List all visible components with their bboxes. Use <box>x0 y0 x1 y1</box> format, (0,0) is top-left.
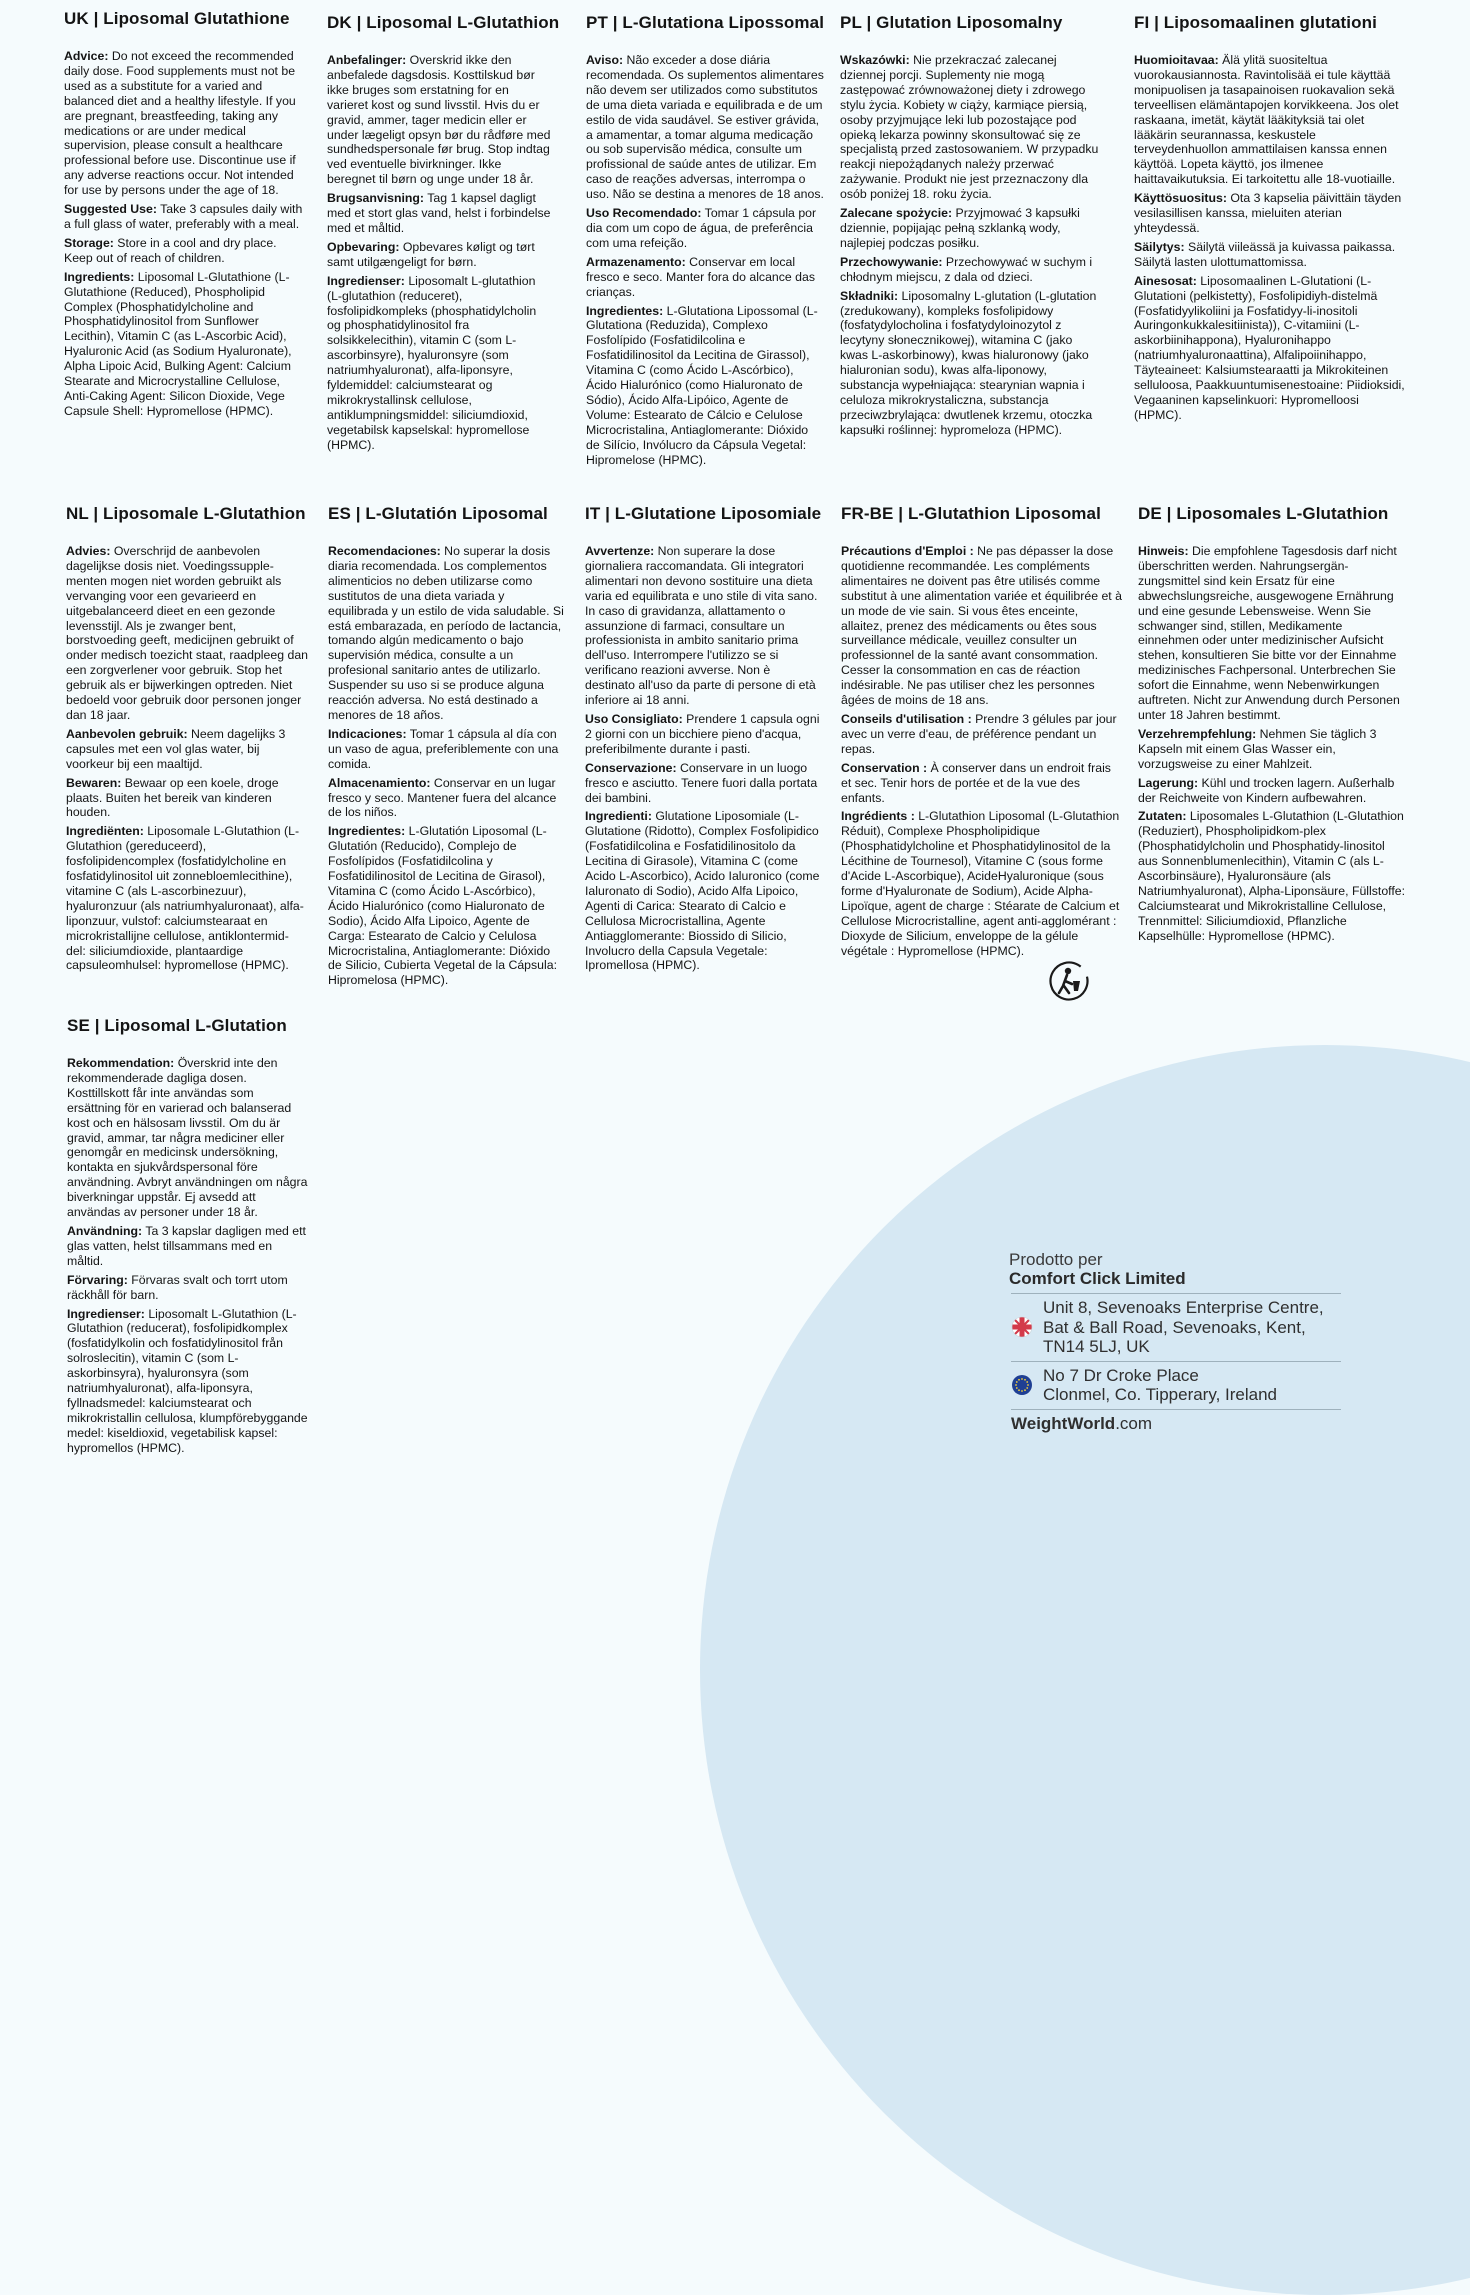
paragraph-text: L-Glutathion Liposomal (L-Glutathion Réduit), Complexe Phospholipidique (Phosphatidylcholine et Phosphatidylinositol de la Lécithine de Tournesol), Vitamine C (sous forme d'Acide L-Ascorbique), AcideHyaluronique (sous forme d'Hyaluronate de Sodium), Acide Alpha-Lipoïque, agent de charge : Stéarate de Calcium et Cellulose Microcristalline, agent anti-agglomérant : Dioxyde de Silicium, enveloppe de la gélule végétale : Hypromellose (HPMC). <box>841 809 1120 958</box>
website-brand: WeightWorld <box>1011 1413 1116 1433</box>
paragraph-label: Almacenamiento: <box>328 775 431 790</box>
paragraph <box>585 544 823 708</box>
paragraph-label: Användning: <box>67 1223 143 1238</box>
paragraph-label: Wskazówki: <box>840 53 910 67</box>
paragraph <box>67 1224 309 1269</box>
paragraph-label: Ingrédients : <box>841 809 915 824</box>
section-es <box>328 504 566 992</box>
paragraph-label: Huomioitavaa: <box>1134 53 1219 67</box>
paragraph <box>328 727 566 772</box>
paragraph-label: Recomendaciones: <box>328 544 441 558</box>
paragraph-text: Liposomaalinen L-Glutationi (L-Glutationi (pelkistetty), Fosfolipidiyh-distelmä (Fosfatidyylikoliini ja Fosfatidyy-li-inositoli Auringonkukkalesitiinista)), C-vitamiini (L-askorbiinihappona), Hyaluronihappo (natriumhyaluronaattina), Alfalipoiinihappo, Täyteaineet: Kalsiumstearaatti ja Mikrokiteinen selluloosa, Paakkuuntumisenestoaine: Piidioksidi, Vegaaninen kapselinkuori: Hypromelloosi (HPMC). <box>1134 273 1405 422</box>
address-line: Unit 8, Sevenoaks Enterprise Centre, <box>1043 1298 1324 1317</box>
paragraph-label: Ingredienti: <box>585 809 652 824</box>
paragraph <box>327 53 553 187</box>
paragraph-text: Przyjmować 3 kapsułki dziennie, popijając pełną szklanką wody, najlepiej podczas posiłku. <box>840 206 1080 250</box>
paragraph-label: Storage: <box>64 235 114 250</box>
paragraph-text: Liposomalt L-Glutathion (L-Glutathion (reducerat), fosfolipidkomplex (fosfatidylkolin och fosfatidylinositol från solroslecitin), vitamin C (som L-askorbinsyra), hyaluronsyra (som natriumhyaluronat), alfa-liponsyra, fyllnadsmedel: kalciumstearat och mikrokristallin cellulosa, klumpförebyggande medel: kiseldioxid, vegetabilisk kapsel: hypromellos (HPMC). <box>67 1306 308 1455</box>
paragraph-text: Przechowywać w suchym i chłodnym miejscu, z dala od dzieci. <box>840 254 1093 284</box>
paragraph <box>841 712 1123 757</box>
paragraph <box>67 1307 309 1456</box>
paragraph <box>585 712 823 757</box>
paragraph <box>66 776 308 821</box>
uk-flag-icon <box>1011 1316 1033 1338</box>
section-nl <box>66 504 308 977</box>
paragraph <box>841 761 1123 806</box>
section-pt <box>586 13 824 471</box>
paragraph-label: Lagerung: <box>1138 775 1199 790</box>
paragraph-text: Liposomalt L-glutathion (L-glutathion (reduceret), fosfolipidkompleks (phosphatidylcholin og phosphatidylinositol fra solsikkelecithin), vitamin C (som L-ascorbinsyre), hyaluronsyre (som natriumhyaluronat), alfa-liponsyre, fyldemiddel: calciumstearat og mikrokrystallinsk cellulose, antiklumpningsmiddel: siliciumdioxid, vegetabilsk kapselskal: hypromellose (HPMC). <box>327 273 537 452</box>
paragraph <box>67 1056 309 1220</box>
address-line: Clonmel, Co. Tipperary, Ireland <box>1043 1385 1278 1404</box>
paragraph-label: Ingredienser: <box>327 273 405 288</box>
decorative-circle <box>700 1045 1470 2295</box>
paragraph-text: Ta 3 kapslar dagligen med ett glas vatten, helst tillsammans med en måltid. <box>67 1223 306 1268</box>
paragraph-text: L-Glutationa Lipossomal (L-Glutationa (Reduzida), Complexo Fosfolípido (Fosfatidilcolina e Fosfatidilinositol da Lecitina de Girassol), Vitamina C (como Ácido L-Ascórbico), Ácido Hialurónico (como Hialuronato de Sódio), Ácido Alfa-Lipóico, Agente de Volume: Estearato de Cálcio e Celulose Microcristalina, Antiaglomerante: Dióxido de Silício, Invólucro da Cápsula Vegetal: Hipromelose (HPMC). <box>586 303 818 467</box>
paragraph-label: Avvertenze: <box>585 544 655 558</box>
paragraph-label: Hinweis: <box>1138 544 1189 558</box>
paragraph-text: Take 3 capsules daily with a full glass of water, preferably with a meal. <box>64 202 303 231</box>
paragraph-text: Neem dagelijks 3 capsules met een vol glas water, bij voorkeur bij een maaltijd. <box>66 726 286 771</box>
paragraph <box>586 304 824 468</box>
paragraph <box>840 255 1102 285</box>
paragraph-text: Tomar 1 cápsula por dia com um copo de água, de preferência com uma refeição. <box>586 206 817 250</box>
address-line: TN14 5LJ, UK <box>1043 1337 1150 1356</box>
paragraph <box>1134 240 1406 270</box>
paragraph <box>328 544 566 723</box>
paragraph <box>1138 727 1406 772</box>
paragraph-label: Składniki: <box>840 288 899 303</box>
paragraph-label: Przechowywanie: <box>840 254 943 269</box>
paragraph-text: Prendere 1 capsula ogni 2 giorni con un bicchiere pieno d'acqua, preferibilmente durante i pasti. <box>585 711 820 756</box>
paragraph-label: Ainesosat: <box>1134 273 1197 288</box>
address-line: Bat & Ball Road, Sevenoaks, Kent, <box>1043 1317 1306 1337</box>
paragraph <box>327 240 553 270</box>
paragraph-label: Ingrediënten: <box>66 824 144 839</box>
paragraph-text: Conservar en un lugar fresco y seco. Mantener fuera del alcance de los niños. <box>328 775 557 820</box>
paragraph <box>66 727 308 772</box>
manufacturer-info <box>1009 1250 1349 1434</box>
section-pl <box>840 13 1102 442</box>
paragraph-text: Liposomal L-Glutathione (L-Glutathione (Reduced), Phospholipid Complex (Phosphatidylcholine and Phosphatidylinositol from Sunflower Lecithin), Vitamin C (as L-Ascorbic Acid), Hyaluronic Acid (as Sodium Hyaluronate), Alpha Lipoic Acid, Bulking Agent: Calcium Stearate and Microcrystalline Cellulose, Anti-Caking Agent: Silicon Dioxide, Vege Capsule Shell: Hypromellose (HPMC). <box>64 269 292 418</box>
paragraph-label: Anbefalinger: <box>327 53 407 67</box>
paragraph <box>66 544 308 723</box>
eu-flag-icon <box>1011 1374 1033 1396</box>
paragraph-text: Nie przekraczać zalecanej dziennej porcji. Suplementy nie mogą zastępować zrównoważonej diety i zdrowego stylu życia. Kobiety w ciąży, karmiące piersią, osoby przyjmujące leki lub pozostające pod opieką lekarza powinny skonsultować się ze specjalistą przed zastosowaniem. W przypadku reakcji niepożądanych należy przerwać zażywanie. Produkt nie jest przeznaczony dla osób poniżej 18. roku życia. <box>840 53 1099 202</box>
paragraph <box>585 809 823 973</box>
paragraph-label: Advice: <box>64 49 109 63</box>
paragraph <box>1138 776 1406 806</box>
paragraph <box>586 255 824 300</box>
paragraph-label: Armazenamento: <box>586 254 686 269</box>
uk-address-row <box>1011 1293 1341 1361</box>
section-heading: DE | Liposomales L-Glutathion <box>1138 504 1389 523</box>
paragraph <box>327 191 553 236</box>
paragraph-text: L-Glutatión Liposomal (L-Glutatión (Reducido), Complejo de Fosfolípidos (Fosfatidilcolina y Fosfatidilinositol de Lecitina de Girasol), Vitamina C (como Ácido L-Ascórbico), Ácido Hialurónico (como Hialuronato de Sodio), Ácido Alfa Lipoico, Agente de Carga: Estearato de Calcio y Celulosa Microcristalina, Antiaglomerante: Dióxido de Silicio, Cubierta Vegetal de la Cápsula: Hipromelosa (HPMC). <box>328 824 557 988</box>
section-heading: PT | L-Glutationa Lipossomal <box>586 13 825 32</box>
paragraph-text: Säilytä viileässä ja kuivassa paikassa. Säilytä lasten ulottumattomissa. <box>1134 239 1396 269</box>
paragraph-label: Conservazione: <box>585 760 677 775</box>
paragraph-label: Conservation : <box>841 760 928 775</box>
section-heading: DK | Liposomal L-Glutathion <box>327 13 560 32</box>
website-tld: .com <box>1115 1413 1153 1433</box>
paragraph-text: Nehmen Sie täglich 3 Kapseln mit einem Glas Wasser ein, vorzugsweise zu einer Mahlzeit. <box>1138 726 1377 771</box>
paragraph <box>1134 274 1406 423</box>
paragraph-text: Liposomale L-Glutathion (L-Glutathion (gereduceerd), fosfolipidencomplex (fosfatidylcholine en fosfatidylinositol uit zonnebloemlecithine), vitamine C (als L-ascorbinezuur), hyaluronzuur (als natriumhyaluronaat), alfa-liponzuur, vulstof: calciumstearaat en microkristallijne cellulose, antiklontermid-del: siliciumdioxide, plantaardige capsuleomhulsel: hypromellose (HPMC). <box>66 824 304 973</box>
paragraph-text: Överskrid inte den rekommenderade dagliga dosen. Kosttillskott får inte användas som ersättning för en varierad och balanserad kost och en hälsosam livsstil. Om du är gravid, ammar, tar några mediciner eller genomgår en medicinsk undersökning, kontakta en sjukvårdspersonal före användning. Avbryt användningen om några biverkningar uppstår. Ej avsedd att användas av personer under 18 år. <box>67 1056 308 1220</box>
paragraph <box>585 761 823 806</box>
section-dk <box>327 13 560 457</box>
section-de <box>1138 504 1406 948</box>
section-heading: FI | Liposomaalinen glutationi <box>1134 13 1377 32</box>
paragraph-text: Non superare la dose giornaliera raccomandata. Gli integratori alimentari non devono sostituire una dieta varia ed equilibrata e uno stile di vita sano. In caso di gravidanza, allattamento o assunzione di farmaci, consultare un professionista in ambito sanitario prima dell'uso. Interrompere l'utilizzo se si verificano reazioni avverse. Non è destinato all'uso da parte di persone di età inferiore ai 18 anni. <box>585 544 818 708</box>
paragraph-label: Verzehrempfehlung: <box>1138 726 1257 741</box>
made-by-label: Prodotto per <box>1009 1250 1103 1269</box>
paragraph-label: Aviso: <box>586 53 624 67</box>
paragraph <box>328 824 566 988</box>
paragraph <box>586 206 824 251</box>
section-fr-be <box>841 504 1123 962</box>
section-heading: NL | Liposomale L-Glutathion <box>66 504 306 523</box>
section-heading: SE | Liposomal L-Glutation <box>67 1016 287 1035</box>
section-it <box>585 504 823 977</box>
paragraph-label: Ingredientes: <box>586 303 664 318</box>
company-name: Comfort Click Limited <box>1009 1269 1186 1288</box>
paragraph-text: Liposomales L-Glutathion (L-Glutathion (Reduziert), Phospholipidkom-plex (Phosphatidylcholin und Phosphatidy-linositol aus Sonnenblumenlecithin), Vitamin C (als L-Ascorbinsäure), Hyaluronsäure (als Natriumhyaluronat), Alpha-Liponsäure, Füllstoffe: Calciumstearat und Mikrokristalline Cellulose, Trennmittel: Siliciumdioxid, Pflanzliche Kapselhülle: Hypromellose (HPMC). <box>1138 809 1406 943</box>
paragraph-text: Do not exceed the recommended daily dose. Food supplements must not be used as a substitute for a varied and balanced diet and a healthy lifestyle. If you are pregnant, breastfeeding, taking any medications or are under medical supervision, please consult a healthcare professional before use. Discontinue use if any adverse reactions occur. Not intended for use by persons under the age of 18. <box>64 49 296 198</box>
website-link[interactable] <box>1011 1409 1341 1434</box>
paragraph-text: Store in a cool and dry place. Keep out of reach of children. <box>64 235 277 265</box>
paragraph <box>67 1273 309 1303</box>
paragraph <box>1138 544 1406 723</box>
paragraph-text: Förvaras svalt och torrt utom räckhåll för barn. <box>67 1272 288 1302</box>
paragraph-label: Ingredienser: <box>67 1306 145 1321</box>
address-line: No 7 Dr Croke Place <box>1043 1365 1199 1385</box>
paragraph-label: Brugsanvisning: <box>327 191 425 206</box>
paragraph-text: Glutatione Liposomiale (L-Glutatione (Ridotto), Complex Fosfolipidico (Fosfatidilcolina e Fosfatidilinositolo da Lecitina di Girasole), Vitamina C (come Acido L-Ascorbico), Acido Ialuronico (come Ialuronato di Sodio), Acido Alfa Lipoico, Agenti di Carica: Stearato di Calcio e Cellulosa Microcristallina, Agente Antiagglomerante: Biossido di Silicio, Involucro della Capsula Vegetale: Ipromellosa (HPMC). <box>585 809 820 973</box>
paragraph-text: Overskrid ikke den anbefalede dagsdosis. Kosttilskud bør ikke bruges som erstatning for en varieret kost og sund livsstil. Hvis du er gravid, ammer, tager medicin eller er under lægeligt opsyn bør du rådføre med sundhedspersonale før brug. Stop indtag ved eventuelle bivirkninger. Ikke beregnet til børn og unge under 18 år. <box>327 53 551 187</box>
paragraph-label: Bewaren: <box>66 775 122 790</box>
paragraph <box>64 49 306 198</box>
paragraph-text: Overschrijd de aanbevolen dagelijkse dosis niet. Voedingssupple-menten mogen niet worden gebruikt als vervanging voor een gevarieerd en uitgebalanceerd dieet en een gezonde levensstijl. Als je zwanger bent, borstvoeding geeft, medicijnen gebruikt of onder medisch toezicht staat, raadpleeg dan een zorgverlener voor gebruik. Stop het gebruik als er bijwerkingen optreden. Niet bedoeld voor gebruik door personen jonger dan 18 jaar. <box>66 544 308 722</box>
uk-address <box>1043 1298 1324 1357</box>
paragraph-label: Advies: <box>66 544 111 558</box>
paragraph-text: Prendre 3 gélules par jour avec un verre d'eau, de préférence pendant un repas. <box>841 711 1117 756</box>
paragraph <box>1134 53 1406 187</box>
paragraph-label: Zutaten: <box>1138 809 1187 824</box>
paragraph-text: Conservar em local fresco e seco. Manter fora do alcance das crianças. <box>586 254 815 299</box>
paragraph-label: Uso Recomendado: <box>586 206 702 221</box>
paragraph-text: Ota 3 kapselia päivittäin täyden vesilasillisen kanssa, mieluiten aterian yhteydessä. <box>1134 191 1402 235</box>
paragraph <box>1134 191 1406 236</box>
paragraph-text: No superar la dosis diaria recomendada. Los complementos alimenticios no deben utilizarse como sustitutos de una dieta variada y equilibrada y un estilo de vida saludable. Si está embarazada, en período de lactancia, tomando algún medicamento o bajo supervisión médica, consulte a un profesional sanitario antes de utilizarlo. Suspender su uso si se produce alguna reacción adversa. No está destinado a menores de 18 años. <box>328 544 564 722</box>
paragraph-label: Käyttösuositus: <box>1134 191 1227 206</box>
paragraph <box>1138 809 1406 943</box>
paragraph-label: Précautions d'Emploi : <box>841 544 974 558</box>
paragraph-text: Älä ylitä suositeltua vuorokausiannosta. Ravintolisää ei tule käyttää monipuolisen ja tasapainoisen ruokavalion sekä terveellisen elämäntapojen korvikkeena. Jos olet raskaana, imetät, käytät lääkityksiä tai olet lääkärin seurannassa, keskustele terveydenhuollon ammattilaisen kanssa ennen käyttöä. Lopeta käyttö, jos ilmenee haittavaikutuksia. Ei tarkoitettu alle 18-vuotiaille. <box>1134 53 1399 187</box>
recycle-icon <box>1048 960 1090 1002</box>
section-heading: IT | L-Glutatione Liposomiale <box>585 504 822 523</box>
section-heading: ES | L-Glutatión Liposomal <box>328 504 548 523</box>
paragraph <box>64 202 306 232</box>
paragraph-text: Liposomalny L-glutation (L-glutation (zredukowany), kompleks fosfolipidowy (fosfatydylocholina i fosfatydyloinozytol z lecytyny słonecznikowej), witamina C (jako kwas L-askorbinowy), kwas hialuronowy (jako hialuronian sodu), kwas alfa-liponowy, substancja wypełniająca: stearynian wapnia i celuloza mikrokrystaliczna, substancja przeciwzbrylająca: dwutlenek krzemu, otoczka kapsułki roślinnej: hypromeloza (HPMC). <box>840 288 1097 437</box>
paragraph-label: Ingredients: <box>64 269 135 284</box>
section-fi <box>1134 13 1406 427</box>
paragraph <box>841 544 1123 708</box>
paragraph-label: Uso Consigliato: <box>585 711 683 726</box>
paragraph <box>64 270 306 419</box>
section-se <box>67 1016 309 1460</box>
paragraph-label: Suggested Use: <box>64 202 157 217</box>
paragraph-label: Conseils d'utilisation : <box>841 711 972 726</box>
paragraph-label: Opbevaring: <box>327 239 400 254</box>
paragraph-text: Tag 1 kapsel dagligt med et stort glas vand, helst i forbindelse med et måltid. <box>327 191 551 235</box>
eu-address <box>1043 1366 1277 1405</box>
paragraph-text: Die empfohlene Tagesdosis darf nicht überschritten werden. Nahrungsergän-zungsmittel sind kein Ersatz für eine abwechslungsreiche, ausgewogene Ernährung und eine gesunde Lebensweise. Wenn Sie schwanger sind, stillen, Medikamente einnehmen oder unter medizinischer Aufsicht stehen, konsultieren Sie bitte vor der Einnahme medizinisches Fachpersonal. Unterbrechen Sie sofort die Einnahme, wenn Nebenwirkungen auftreten. Nicht zur Anwendung durch Personen unter 18 Jahren bestimmt. <box>1138 544 1400 722</box>
paragraph-text: Bewaar op een koele, droge plaats. Buiten het bereik van kinderen houden. <box>66 775 279 820</box>
paragraph-text: Kühl und trocken lagern. Außerhalb der Reichweite von Kindern aufbewahren. <box>1138 775 1395 805</box>
paragraph <box>328 776 566 821</box>
paragraph <box>66 824 308 973</box>
section-heading: PL | Glutation Liposomalny <box>840 13 1063 32</box>
section-uk <box>64 9 306 423</box>
paragraph <box>327 274 553 453</box>
paragraph <box>586 53 824 202</box>
paragraph <box>840 53 1102 202</box>
paragraph <box>841 809 1123 958</box>
paragraph-text: À conserver dans un endroit frais et sec. Tenir hors de portée et de la vue des enfants. <box>841 760 1111 805</box>
eu-address-row <box>1011 1361 1341 1409</box>
paragraph-text: Ne pas dépasser la dose quotidienne recommandée. Les compléments alimentaires ne doivent pas être utilisés comme substitut à une alimentation variée et équilibrée et à un mode de vie sain. Si vous êtes enceinte, allaitez, prenez des médicaments ou êtes sous surveillance médicale, veuillez consulter un professionnel de la santé avant consommation. Cesser la consommation en cas de réaction indésirable. Ne pas utiliser chez les personnes âgées de moins de 18 ans. <box>841 544 1122 708</box>
paragraph-text: Conservare in un luogo fresco e asciutto. Tenere fuori dalla portata dei bambini. <box>585 760 818 805</box>
paragraph-text: Não exceder a dose diária recomendada. Os suplementos alimentares não devem ser utilizados como substitutos de uma dieta variada e equilibrada e de um estilo de vida saudável. Se estiver grávida, a amamentar, a tomar alguma medicação ou sob supervisão médica, consulte um profissional de saúde antes de utilizar. Em caso de reações adversas, interrompa o uso. Não se destina a menores de 18 anos. <box>586 53 824 202</box>
paragraph-label: Rekommendation: <box>67 1056 175 1070</box>
paragraph-text: Tomar 1 cápsula al día con un vaso de agua, preferiblemente con una comida. <box>328 726 559 771</box>
paragraph-label: Indicaciones: <box>328 726 407 741</box>
paragraph-label: Säilytys: <box>1134 239 1185 254</box>
paragraph-text: Opbevares køligt og tørt samt utilgængeligt for børn. <box>327 239 535 269</box>
paragraph-label: Zalecane spożycie: <box>840 206 953 221</box>
paragraph <box>840 289 1102 438</box>
section-heading: FR-BE | L-Glutathion Liposomal <box>841 504 1101 523</box>
paragraph <box>64 236 306 266</box>
paragraph-label: Aanbevolen gebruik: <box>66 726 188 741</box>
paragraph <box>840 206 1102 251</box>
paragraph-label: Ingredientes: <box>328 824 406 839</box>
section-heading: UK | Liposomal Glutathione <box>64 9 290 28</box>
paragraph-label: Förvaring: <box>67 1272 128 1287</box>
